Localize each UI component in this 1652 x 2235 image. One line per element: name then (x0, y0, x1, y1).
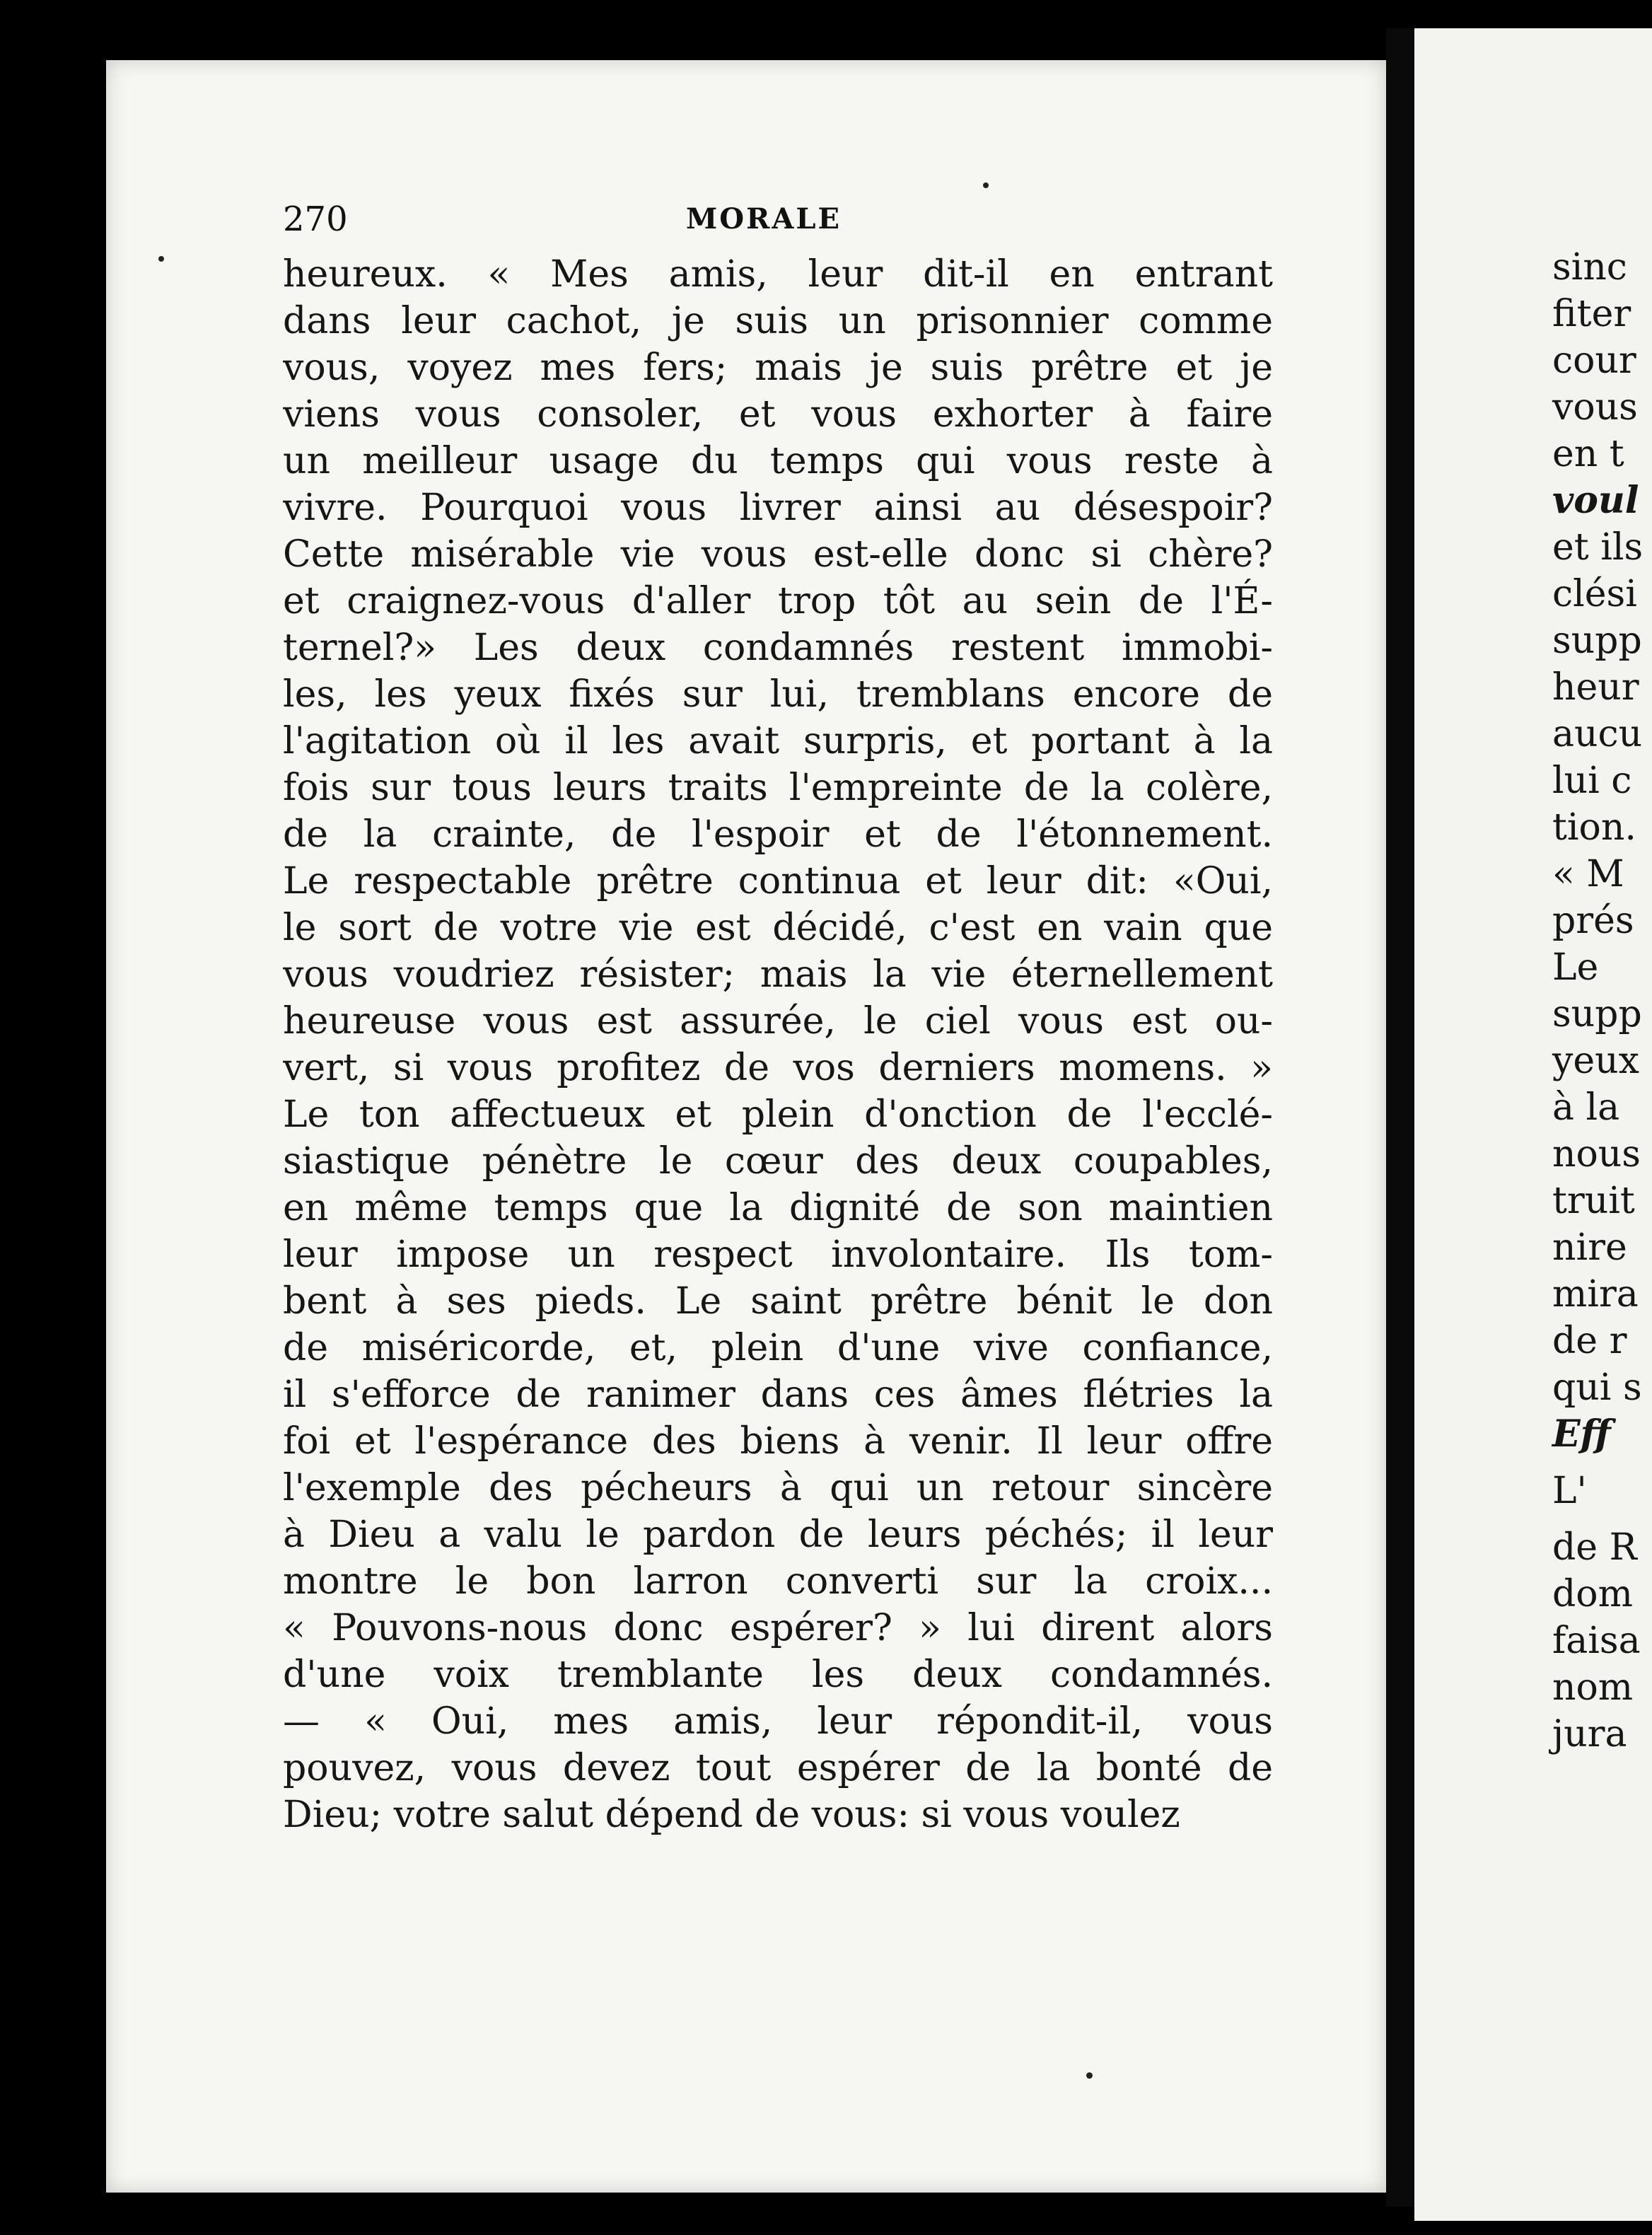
fragment-line: fiter (1552, 293, 1631, 335)
ink-speck (983, 182, 989, 188)
running-title: MORALE (686, 202, 842, 236)
text-line: Cette misérable vie vous est-elle donc si chère? (283, 533, 1273, 576)
body-text (283, 251, 1273, 1838)
text-line: Le ton affectueux et plein d'onction de l'ecclé- (283, 1093, 1273, 1136)
right-page-fragments (1552, 244, 1652, 1758)
fragment-line: dom (1552, 1573, 1633, 1615)
text-line: vous, voyez mes fers; mais je suis prêtre et je (283, 347, 1273, 389)
fragment-line: clési (1552, 573, 1637, 615)
text-line: « Pouvons-nous donc espérer? » lui dirent alors (283, 1607, 1273, 1649)
book-gutter (1386, 28, 1414, 2207)
page-number: 270 (283, 199, 348, 239)
fragment-line: faisa (1552, 1620, 1641, 1662)
fragment-line: tion. (1552, 806, 1636, 849)
fragment-line: truit (1552, 1180, 1635, 1222)
text-line: siastique pénètre le cœur des deux coupables, (283, 1140, 1273, 1183)
text-line: — « Oui, mes amis, leur répondit-il, vous (283, 1700, 1273, 1743)
text-line: à Dieu a valu le pardon de leurs péchés; il leur (283, 1514, 1273, 1556)
text-line: heureux. « Mes amis, leur dit-il en entrant (283, 253, 1273, 296)
text-line: vivre. Pourquoi vous livrer ainsi au désespoir? (283, 487, 1273, 529)
fragment-line: mira (1552, 1273, 1639, 1316)
text-line: ternel?» Les deux condamnés restent immobi- (283, 627, 1273, 669)
page-header (283, 199, 1259, 249)
text-line: montre le bon larron converti sur la croix... (283, 1560, 1273, 1603)
fragment-line: aucu (1552, 713, 1643, 755)
fragment-line: jura (1552, 1713, 1627, 1755)
text-line: en même temps que la dignité de son maintien (283, 1187, 1273, 1229)
text-line: Dieu; votre salut dépend de vous: si vous voulez (283, 1794, 1180, 1836)
fragment-line: supp (1552, 620, 1642, 662)
fragment-line: Eff (1552, 1412, 1611, 1456)
text-line: l'agitation où il les avait surpris, et portant à la (283, 720, 1273, 762)
fragment-line: lui c (1552, 760, 1632, 802)
fragment-line: nire (1552, 1226, 1627, 1269)
text-line: vous voudriez résister; mais la vie éternellement (283, 953, 1273, 996)
text-line: bent à ses pieds. Le saint prêtre bénit le don (283, 1280, 1273, 1323)
ink-speck (1086, 2072, 1093, 2079)
fragment-line: sinc (1552, 246, 1627, 289)
text-line: il s'efforce de ranimer dans ces âmes flétries la (283, 1374, 1273, 1416)
fragment-line: de R (1552, 1526, 1637, 1569)
text-line: vert, si vous profitez de vos derniers momens. » (283, 1047, 1273, 1089)
text-line: Le respectable prêtre continua et leur dit: «Oui, (283, 860, 1273, 902)
fragment-line: prés (1552, 900, 1634, 942)
fragment-line: nous (1552, 1133, 1641, 1175)
text-line: fois sur tous leurs traits l'empreinte de la colère, (283, 767, 1273, 809)
fragment-line: et ils (1552, 526, 1644, 569)
fragment-line: à la (1552, 1086, 1620, 1129)
text-line: foi et l'espérance des biens à venir. Il leur offre (283, 1420, 1273, 1463)
fragment-line: de r (1552, 1320, 1627, 1362)
fragment-line: yeux (1552, 1040, 1639, 1082)
fragment-line: cour (1552, 339, 1636, 382)
text-line: viens vous consoler, et vous exhorter à faire (283, 393, 1273, 436)
ink-speck (158, 256, 164, 262)
text-line: de miséricorde, et, plein d'une vive confiance, (283, 1327, 1273, 1369)
fragment-line: supp (1552, 993, 1642, 1035)
text-line: de la crainte, de l'espoir et de l'étonnement. (283, 813, 1273, 856)
fragment-line: L' (1552, 1470, 1587, 1512)
text-line: l'exemple des pécheurs à qui un retour sincère (283, 1467, 1273, 1509)
fragment-line: nom (1552, 1666, 1634, 1709)
fragment-line: vous (1552, 386, 1638, 429)
text-line: un meilleur usage du temps qui vous reste à (283, 440, 1273, 482)
text-line: les, les yeux fixés sur lui, tremblans encore de (283, 673, 1273, 716)
text-line: leur impose un respect involontaire. Ils tom- (283, 1233, 1273, 1276)
fragment-line: Le (1552, 946, 1599, 989)
fragment-line: en t (1552, 433, 1624, 475)
text-line: d'une voix tremblante les deux condamnés. (283, 1654, 1273, 1696)
text-line: dans leur cachot, je suis un prisonnier comme (283, 300, 1273, 342)
fragment-line: « M (1552, 853, 1624, 895)
text-line: heureuse vous est assurée, le ciel vous est ou- (283, 1000, 1273, 1043)
text-line: le sort de votre vie est décidé, c'est en vain que (283, 907, 1273, 949)
fragment-line: qui s (1552, 1366, 1642, 1409)
text-line: et craignez-vous d'aller trop tôt au sein de l'É- (283, 580, 1273, 622)
text-line: pouvez, vous devez tout espérer de la bonté de (283, 1747, 1273, 1789)
fragment-line: heur (1552, 666, 1639, 709)
fragment-line: voul (1552, 479, 1639, 522)
